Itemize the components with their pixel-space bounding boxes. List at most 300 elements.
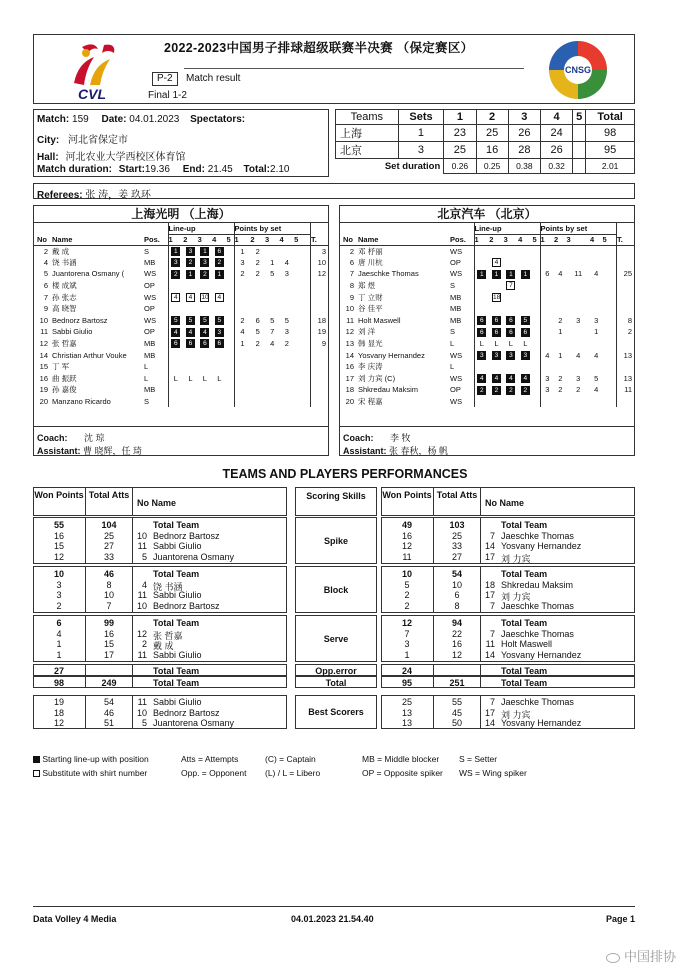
player-row	[34, 257, 328, 269]
total-atts: 249	[101, 677, 117, 688]
set-cell: 北京	[336, 142, 399, 159]
player-row	[34, 373, 328, 385]
player-row	[34, 315, 328, 327]
player-number: 10	[345, 304, 354, 314]
set-points	[554, 361, 567, 373]
set-header-cell: 4	[540, 110, 572, 125]
player-name: 丁 立财	[358, 292, 383, 302]
shirt-number: 11	[137, 541, 147, 552]
shirt-number: 14	[484, 718, 495, 729]
set-points	[567, 303, 590, 315]
lineup-sub: 4	[171, 293, 180, 302]
total-atts: 25	[451, 530, 462, 541]
lineup-start: 2	[171, 270, 180, 279]
player-position: WS	[144, 315, 157, 325]
total-atts: 55	[451, 697, 462, 707]
player-name: Jaeschke Thomas	[501, 530, 574, 541]
player-total: 25	[617, 268, 634, 280]
total-atts: 99	[103, 618, 114, 628]
set-duration-row: Set duration 0.26 0.25 0.38 0.32 2.01	[336, 159, 635, 174]
set-points	[567, 361, 590, 373]
player-position: S	[144, 397, 150, 407]
set-points	[554, 257, 567, 269]
report-header	[33, 34, 635, 104]
lineup-start: 4	[477, 374, 486, 383]
set-points: 3	[576, 315, 581, 325]
lineup-start: 6	[492, 328, 501, 337]
player-name: Juantorena Osmany	[153, 718, 235, 729]
player-row	[34, 338, 328, 350]
won-points: 3	[404, 639, 410, 650]
lineup-start: 1	[477, 270, 486, 279]
set-points: 5	[284, 315, 289, 325]
player-row	[340, 315, 634, 327]
shirt-number: 18	[484, 579, 495, 590]
lineup-start: 4	[521, 374, 530, 383]
set-points	[250, 349, 265, 361]
set-duration: 0.38	[508, 159, 540, 174]
total-atts: 8	[454, 600, 460, 611]
set-points	[294, 361, 310, 373]
player-number: 4	[43, 257, 48, 267]
player-name: 饶 书涵	[52, 257, 77, 267]
set-points	[294, 384, 310, 396]
set-points: 2	[558, 385, 563, 395]
player-position: L	[144, 373, 149, 383]
lineup-start: 2	[477, 386, 486, 395]
lineup-start: 6	[506, 316, 515, 325]
player-position: MB	[144, 350, 156, 360]
watermark: 中国排协	[606, 946, 676, 965]
total-atts: 8	[106, 579, 112, 590]
shirt-number: 11	[137, 590, 147, 601]
set-points	[250, 291, 265, 303]
lineup-start: 5	[186, 316, 195, 325]
shirt-number: 14	[484, 541, 495, 552]
lineup-libero: L	[508, 339, 513, 349]
set-points	[294, 257, 310, 269]
player-total	[311, 396, 329, 408]
lineup-libero: L	[523, 339, 528, 349]
total-atts: 33	[451, 541, 462, 552]
total-time: 2.10	[270, 164, 290, 175]
set-points	[250, 280, 265, 292]
roster-table: Line-up Points by set No Name Pos. 1 2 3 4 5 1 2 3 4 5 T. 2 邓 杼丽 WS 6 唐 川杭 OP 4 7 Jaeschke Thomas WS 1 1 1 1 6 4 11 4 25 8 郑 煜 S 7 9 丁 立财 MB 18 10 谷 佳平 MB 11 Holt Maswell MB 6 6 6 5 2 3 3 8 12 刘 洋 S 6 6 6 6 1 1 2 13 韩 显光 L L L L L 14 Yosvany Hernandez WS 3 3 3 3 4 1 4 4 13 16 李 庆涛 L 17 刘 力宾 (C) WS 4 4 4 4 3 2 3 5 13 18 Shkredau Maksim OP 2 2 2 2 3 2 2 4 11 20 宋 程嘉 WS	[340, 223, 634, 407]
player-name: 张 哲嘉	[52, 339, 77, 349]
set-points	[280, 280, 295, 292]
player-name: Manzano Ricardo	[52, 397, 111, 407]
won-points: 49	[401, 520, 412, 530]
player-name: Shkredau Maksim	[501, 579, 574, 590]
set-points	[590, 257, 603, 269]
footer-timestamp: 04.01.2023 21.54.40	[291, 914, 374, 924]
set-points: 2	[234, 268, 250, 280]
set-points	[554, 245, 567, 257]
set-points: 3	[576, 373, 581, 383]
set-cell: 98	[586, 125, 635, 142]
set-points: 1	[270, 257, 275, 267]
set-points	[280, 384, 295, 396]
set-points	[554, 303, 567, 315]
won-points: 5	[404, 579, 410, 590]
set-points	[280, 396, 295, 408]
player-row	[34, 280, 328, 292]
set-cell	[573, 142, 586, 159]
won-points: 25	[401, 697, 412, 707]
set-cell: 16	[476, 142, 508, 159]
player-position: OP	[144, 281, 155, 291]
total-atts: 10	[451, 579, 462, 590]
set-points	[590, 338, 603, 350]
set-duration: 0.26	[444, 159, 476, 174]
player-row	[340, 303, 634, 315]
legend-row-1: Starting line-up with position Atts = Attempts (C) = Captain MB = Middle blocker S = Setter	[33, 754, 149, 764]
player-position: MB	[450, 315, 462, 325]
set-points: 3	[594, 315, 599, 325]
cnsg-logo-icon	[546, 38, 610, 102]
won-points: 4	[56, 628, 62, 639]
player-number: 16	[39, 373, 48, 383]
set-points	[540, 303, 554, 315]
shirt-number: 12	[136, 628, 147, 639]
player-total	[617, 291, 634, 303]
won-points: 12	[401, 541, 412, 552]
set-cell: 3	[398, 142, 444, 159]
player-name: Sabbi Giulio	[153, 697, 202, 707]
player-total: 13	[617, 349, 634, 361]
set-points	[234, 349, 250, 361]
won-points: 6	[56, 618, 62, 628]
player-total: 11	[617, 384, 634, 396]
shirt-number: 11	[137, 697, 147, 707]
player-row	[340, 384, 634, 396]
title-divider	[184, 68, 524, 69]
player-row	[340, 280, 634, 292]
player-name: Jaeschke Thomas	[501, 628, 574, 639]
player-row	[34, 384, 328, 396]
set-points	[567, 326, 590, 338]
set-points	[280, 245, 295, 257]
player-position: WS	[144, 292, 157, 302]
set-cell: 28	[508, 142, 540, 159]
set-cell: 上海	[336, 125, 399, 142]
lineup-start: 3	[477, 351, 486, 360]
total-atts: 33	[103, 551, 114, 562]
player-number: 16	[345, 362, 354, 372]
won-points: 7	[404, 628, 410, 639]
lineup-start: 5	[215, 316, 224, 325]
player-row	[34, 361, 328, 373]
shirt-number: 14	[484, 649, 495, 660]
shirt-number: 4	[141, 579, 147, 590]
total-atts: 6	[454, 590, 460, 601]
total-atts: 251	[449, 677, 465, 688]
lineup-start: 2	[200, 270, 209, 279]
lineup-start: 6	[171, 339, 180, 348]
player-number: 8	[349, 281, 354, 291]
player-row	[340, 396, 634, 408]
set-points	[554, 291, 567, 303]
set-cell: 25	[444, 142, 476, 159]
set-points	[294, 373, 310, 385]
roster-left: 上海光明 （上海） Line-up Points by set No Name Pos. 1 2 3 4 5 1 2 3 4 5 T. 2 戴 成 S 1 3 1 6 1 2 3 4 饶 书涵 MB 3 2 3 2 3 2 1 4 10 5 Juantorena Osmany ( WS 2 1 2 1 2 2 5 3 12 6 楼 成斌 OP 7 孙 张志 WS 4 4 10 4 9 高 晓智 OP 10 Bednorz Bartosz WS 5 5 5 5 2 6 5 5 18 11 Sabbi Giulio OP 4 4 4 3 4 5 7 3 19 12 张 哲嘉 MB 6 6 6 6 1 2 4 2 9 14 Christian Arthur Vouke MB 15 丁 军 L 16 曲 振跃 L L L L L 19 孙 嘉俊 MB 20 Manzano Ricardo S Coach: 沈 琼 Assistant: 曹 晓辉，任 琦	[33, 205, 329, 456]
set-points	[602, 384, 616, 396]
lineup-start: 6	[477, 328, 486, 337]
player-position: WS	[450, 373, 463, 383]
player-name: Sabbi Giulio	[153, 541, 202, 552]
player-name: 刘 力宾	[501, 709, 531, 720]
player-position: L	[144, 362, 149, 372]
player-number: 2	[349, 246, 354, 256]
lineup-start: 2	[215, 258, 224, 267]
player-position: WS	[450, 397, 463, 407]
lineup-start: 5	[521, 316, 530, 325]
set-points	[602, 396, 616, 408]
won-points: 3	[56, 590, 62, 601]
footer	[33, 906, 635, 924]
player-row	[340, 291, 634, 303]
player-row	[34, 268, 328, 280]
player-name: Holt Maswell	[358, 315, 401, 325]
player-name: 饶 书涵	[153, 581, 183, 592]
player-name: Sabbi Giulio	[52, 327, 93, 337]
set-points	[590, 361, 603, 373]
lineup-libero: L	[188, 373, 193, 383]
player-number: 19	[39, 385, 48, 395]
player-name: Total Team	[501, 677, 548, 688]
player-number: 7	[43, 292, 48, 302]
set-points	[567, 280, 590, 292]
won-points: 1	[56, 639, 62, 650]
player-total	[617, 396, 634, 408]
player-name: 刘 洋	[358, 327, 376, 337]
player-total	[617, 361, 634, 373]
won-points: 95	[401, 677, 412, 688]
cvl-logo-icon	[64, 39, 126, 101]
set-points: 2	[255, 339, 260, 349]
set-points	[602, 257, 616, 269]
set-points: 7	[270, 327, 275, 337]
lineup-start: 6	[521, 328, 530, 337]
set-points	[294, 245, 310, 257]
set-points: 1	[558, 350, 563, 360]
player-position: OP	[450, 257, 461, 267]
lineup-start: 5	[171, 316, 180, 325]
total-atts: 15	[103, 639, 114, 650]
lineup-sub: 18	[492, 293, 501, 301]
lineup-start: 3	[171, 258, 180, 267]
set-points	[234, 303, 250, 315]
set-points: 4	[594, 350, 599, 360]
player-row	[340, 338, 634, 350]
won-points: 10	[53, 569, 64, 579]
player-number: 2	[43, 246, 48, 256]
player-total: 2	[617, 326, 634, 338]
set-points: 4	[284, 257, 289, 267]
set-cell: 95	[586, 142, 635, 159]
player-row	[340, 245, 634, 257]
set-points: 3	[284, 269, 289, 279]
start-time: 19.36	[144, 164, 170, 175]
page-title: 2022-2023中国男子排球超级联赛半决赛 （保定赛区）	[164, 41, 474, 55]
set-points: 5	[270, 269, 275, 279]
set-team-row	[336, 125, 635, 142]
set-points	[540, 396, 554, 408]
player-name: 韩 显光	[358, 339, 383, 349]
player-name: 张 哲嘉	[153, 630, 183, 641]
shirt-number: 10	[136, 707, 147, 718]
set-points	[294, 326, 310, 338]
player-number: 10	[39, 315, 48, 325]
total-atts: 27	[451, 551, 462, 562]
legend-row-2: Substitute with shirt number Opp. = Opponent (L) / L = Libero OP = Opposite spiker WS = Wing spiker	[33, 768, 147, 778]
set-points: 5	[594, 373, 599, 383]
set-points: 3	[540, 384, 554, 396]
player-number: 20	[39, 397, 48, 407]
coach-name: 沈 琼	[84, 433, 105, 443]
player-name: Juantorena Osmany (	[52, 269, 125, 279]
set-scores-table	[335, 109, 635, 174]
player-row	[340, 257, 634, 269]
player-name: Bednorz Bartosz	[153, 530, 220, 541]
player-row	[340, 349, 634, 361]
shirt-number: 7	[489, 628, 495, 639]
lineup-libero: L	[479, 339, 484, 349]
player-total	[617, 303, 634, 315]
set-points: 4	[540, 349, 554, 361]
won-points: 11	[402, 551, 412, 562]
shirt-number: 10	[136, 530, 147, 541]
set-cell: 25	[476, 125, 508, 142]
set-points	[250, 303, 265, 315]
won-points: 98	[53, 677, 64, 688]
set-cell: 1	[398, 125, 444, 142]
player-name: Sabbi Giulio	[153, 590, 202, 601]
set-points	[567, 338, 590, 350]
player-position: MB	[144, 339, 156, 349]
shirt-number: 7	[489, 697, 495, 707]
set-points	[265, 280, 280, 292]
lineup-start: 2	[492, 386, 501, 395]
player-name: Yosvany Hernandez	[358, 350, 425, 360]
lineup-start: 4	[200, 328, 209, 337]
set-points	[590, 291, 603, 303]
set-points: 4	[270, 339, 275, 349]
lineup-libero: L	[217, 373, 222, 383]
set-points: 2	[234, 315, 250, 327]
player-name: Yosvany Hernandez	[501, 718, 582, 729]
player-position: L	[450, 339, 455, 349]
set-points: 4	[234, 326, 250, 338]
skill-label: Spike	[323, 536, 348, 546]
match-info: Match: 159 Date: 04.01.2023 Spectators: City: 河北省保定市 Hall: 河北农业大学西校区体育馆 Match duration: Start:19.36 End: 21.45 Total:2.10	[33, 109, 329, 177]
end-time: 21.45	[207, 164, 233, 175]
set-duration: 2.01	[586, 159, 635, 174]
player-total	[311, 384, 329, 396]
set-points	[250, 384, 265, 396]
coach-name: 李 牧	[390, 433, 411, 443]
lineup-start: 1	[506, 270, 515, 279]
set-points	[294, 280, 310, 292]
won-points: 24	[401, 665, 412, 676]
player-name: 高 晓智	[52, 304, 77, 314]
set-points	[590, 303, 603, 315]
player-name: 戴 成	[153, 641, 174, 652]
won-points: 1	[404, 649, 410, 660]
total-atts: 22	[451, 628, 462, 639]
set-header-cell: Teams	[336, 110, 399, 125]
player-name: Sabbi Giulio	[153, 649, 202, 660]
skill-label: Block	[323, 585, 349, 595]
set-points	[234, 384, 250, 396]
assistant-names: 曹 晓辉，任 琦	[83, 446, 143, 456]
set-points: 2	[255, 257, 260, 267]
player-position: WS	[450, 269, 463, 279]
roster-right: 北京汽车 （北京） Line-up Points by set No Name Pos. 1 2 3 4 5 1 2 3 4 5 T. 2 邓 杼丽 WS 6 唐 川杭 OP 4 7 Jaeschke Thomas WS 1 1 1 1 6 4 11 4 25 8 郑 煜 S 7 9 丁 立财 MB 18 10 谷 佳平 MB 11 Holt Maswell MB 6 6 6 5 2 3 3 8 12 刘 洋 S 6 6 6 6 1 1 2 13 韩 显光 L L L L L 14 Yosvany Hernandez WS 3 3 3 3 4 1 4 4 13 16 李 庆涛 L 17 刘 力宾 (C) WS 4 4 4 4 3 2 3 5 13 18 Shkredau Maksim OP 2 2 2 2 3 2 2 4 11 20 宋 程嘉 WS Coach: 李 牧 Assistant: 张 春秋，杨 帆	[339, 205, 635, 456]
player-name: 孙 张志	[52, 292, 77, 302]
set-points: 3	[234, 257, 250, 269]
shirt-number: 11	[485, 639, 495, 650]
set-points	[554, 280, 567, 292]
set-points	[602, 349, 616, 361]
won-points: 13	[401, 718, 412, 729]
lineup-sub: 10	[201, 293, 209, 301]
svg-text:CVL: CVL	[78, 86, 106, 101]
city: 河北省保定市	[68, 135, 129, 146]
set-points: 1	[558, 327, 563, 337]
lineup-start: 6	[477, 316, 486, 325]
lineup-start: 6	[506, 328, 515, 337]
set-points	[294, 315, 310, 327]
total-atts: 16	[103, 628, 114, 639]
set-points: 11	[574, 269, 583, 279]
set-points: 5	[255, 327, 260, 337]
doc-name: Match result	[186, 73, 241, 84]
player-row	[34, 303, 328, 315]
skill-label: Serve	[323, 634, 349, 644]
set-points	[590, 245, 603, 257]
referees: Referees: 张 涛，姜 玖环	[33, 183, 635, 199]
won-points: 15	[53, 541, 64, 552]
set-points: 3	[284, 327, 289, 337]
shirt-number: 7	[489, 530, 495, 541]
set-points	[280, 303, 295, 315]
player-number: 6	[349, 257, 354, 267]
set-points	[234, 280, 250, 292]
total-atts: 7	[106, 600, 112, 611]
player-name: 宋 程嘉	[358, 397, 383, 407]
lineup-libero: L	[173, 373, 178, 383]
player-position: WS	[144, 269, 157, 279]
total-atts: 46	[103, 569, 114, 579]
player-position: MB	[144, 385, 156, 395]
won-points: 2	[56, 600, 62, 611]
lineup-start: 4	[492, 374, 501, 383]
total-atts: 12	[451, 649, 462, 660]
weibo-icon	[606, 953, 620, 963]
player-number: 13	[345, 339, 354, 349]
player-name: 刘 力宾	[501, 592, 531, 603]
player-number: 15	[39, 362, 48, 372]
player-total: 8	[617, 315, 634, 327]
total-atts: 103	[449, 520, 465, 530]
player-total: 9	[311, 338, 329, 350]
player-name: Total Team	[153, 618, 200, 628]
player-total: 10	[311, 257, 329, 269]
set-cell: 23	[444, 125, 476, 142]
doc-code: P-2	[152, 72, 178, 86]
set-header-cell: 3	[508, 110, 540, 125]
